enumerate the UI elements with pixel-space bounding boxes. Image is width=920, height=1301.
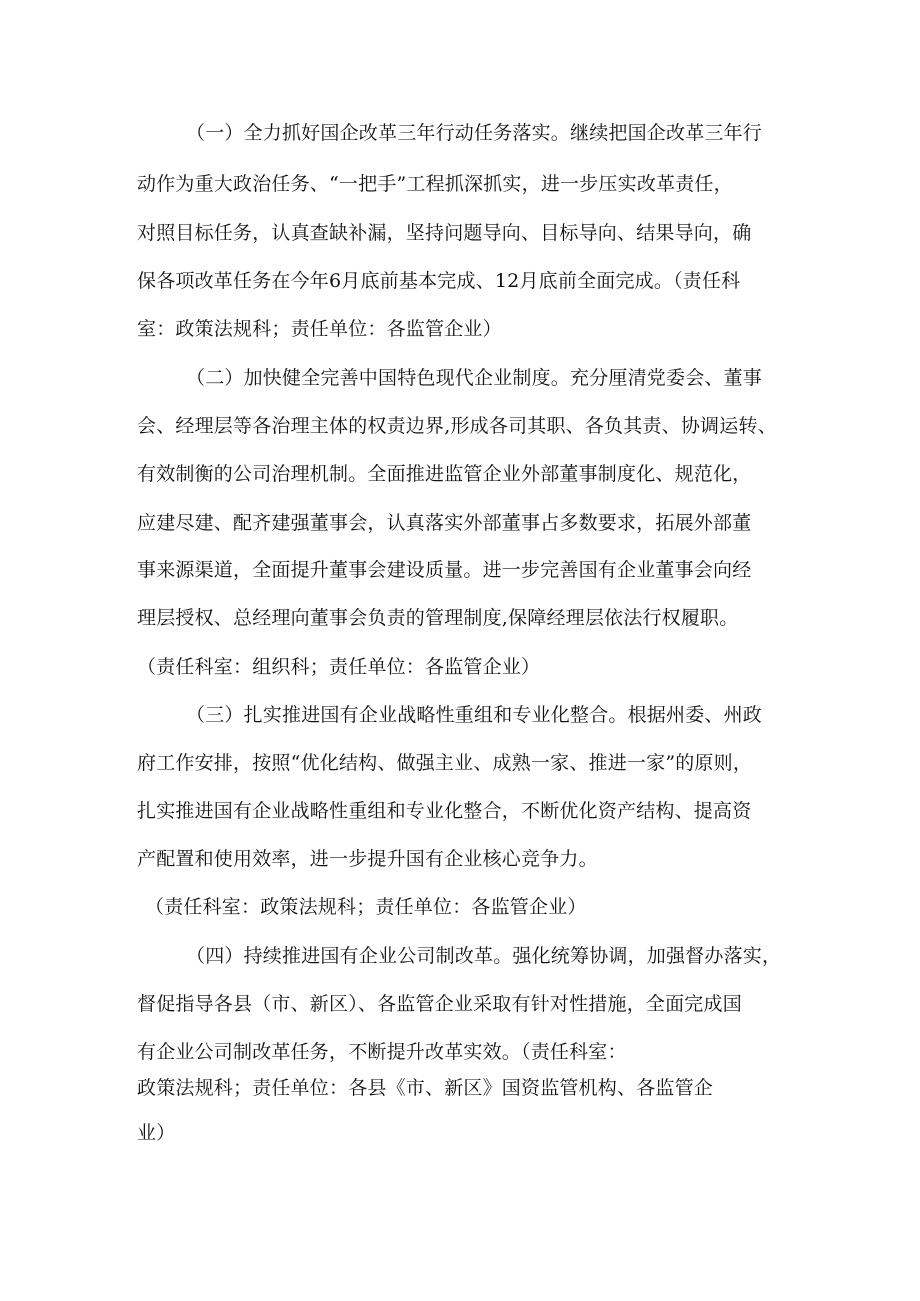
paragraph-2-line-1: （二）加快健全完善中国特色现代企业制度。充分厘清党委会、董事 [186, 367, 763, 389]
paragraph-3-line-3: 扎实推进国有企业战略性重组和专业化整合，不断优化资产结构、提高资 [137, 800, 752, 822]
paragraph-4-line-5: 业） [137, 1122, 176, 1144]
paragraph-3-line-4: 产配置和使用效率，进一步提升国有企业核心竞争力。 [137, 848, 598, 870]
paragraph-2-line-6: 理层授权、总经理向董事会负责的管理制度,保障经理层依法行权履职。 [137, 607, 739, 629]
paragraph-1-line-3: 对照目标任务，认真查缺补漏，坚持问题导向、目标导向、结果导向，确 [137, 222, 752, 244]
paragraph-2-line-7: （责任科室：组织科；责任单位：各监管企业） [137, 656, 541, 678]
paragraph-3-line-1: （三）扎实推进国有企业战略性重组和专业化整合。根据州委、州政 [186, 704, 763, 726]
paragraph-2-line-5: 事来源渠道，全面提升董事会建设质量。进一步完善国有企业董事会向经 [137, 559, 752, 581]
paragraph-3-line-2: 府工作安排，按照“优化结构、做强主业、成熟一家、推进一家”的原则， [137, 752, 753, 774]
paragraph-4-line-1: （四）持续推进国有企业公司制改革。强化统筹协调，加强督办落实， [186, 945, 782, 967]
paragraph-4-line-2: 督促指导各县（市、新区）、各监管企业采取有针对性措施，全面完成国 [137, 993, 742, 1015]
paragraph-4-line-3: 有企业公司制改革任务，不断提升改革实效。（责任科室： [137, 1041, 627, 1063]
paragraph-2-line-3: 有效制衡的公司治理机制。全面推进监管企业外部董事制度化、规范化， [137, 463, 752, 485]
paragraph-1-line-5: 室：政策法规科；责任单位：各监管企业） [137, 318, 502, 340]
paragraph-1-line-1: （一）全力抓好国企改革三年行动任务落实。继续把国企改革三年行 [186, 122, 763, 144]
paragraph-1-line-2: 动作为重大政治任务、“一把手”工程抓深抓实，进一步压实改革责任， [137, 173, 733, 195]
paragraph-2-line-2: 会、经理层等各治理主体的权责边界,形成各司其职、各负其责、协调运转、 [137, 415, 777, 437]
paragraph-1-line-4: 保各项改革任务在今年6月底前基本完成、12月底前全面完成。（责任科 [137, 270, 741, 292]
paragraph-3-line-5: （责任科室：政策法规科；责任单位：各监管企业） [145, 896, 587, 918]
paragraph-4-line-4: 政策法规科；责任单位：各县《市、新区》国资监管机构、各监管企 [137, 1077, 714, 1099]
paragraph-2-line-4: 应建尽建、配齐建强董事会，认真落实外部董事占多数要求，拓展外部董 [137, 512, 752, 534]
